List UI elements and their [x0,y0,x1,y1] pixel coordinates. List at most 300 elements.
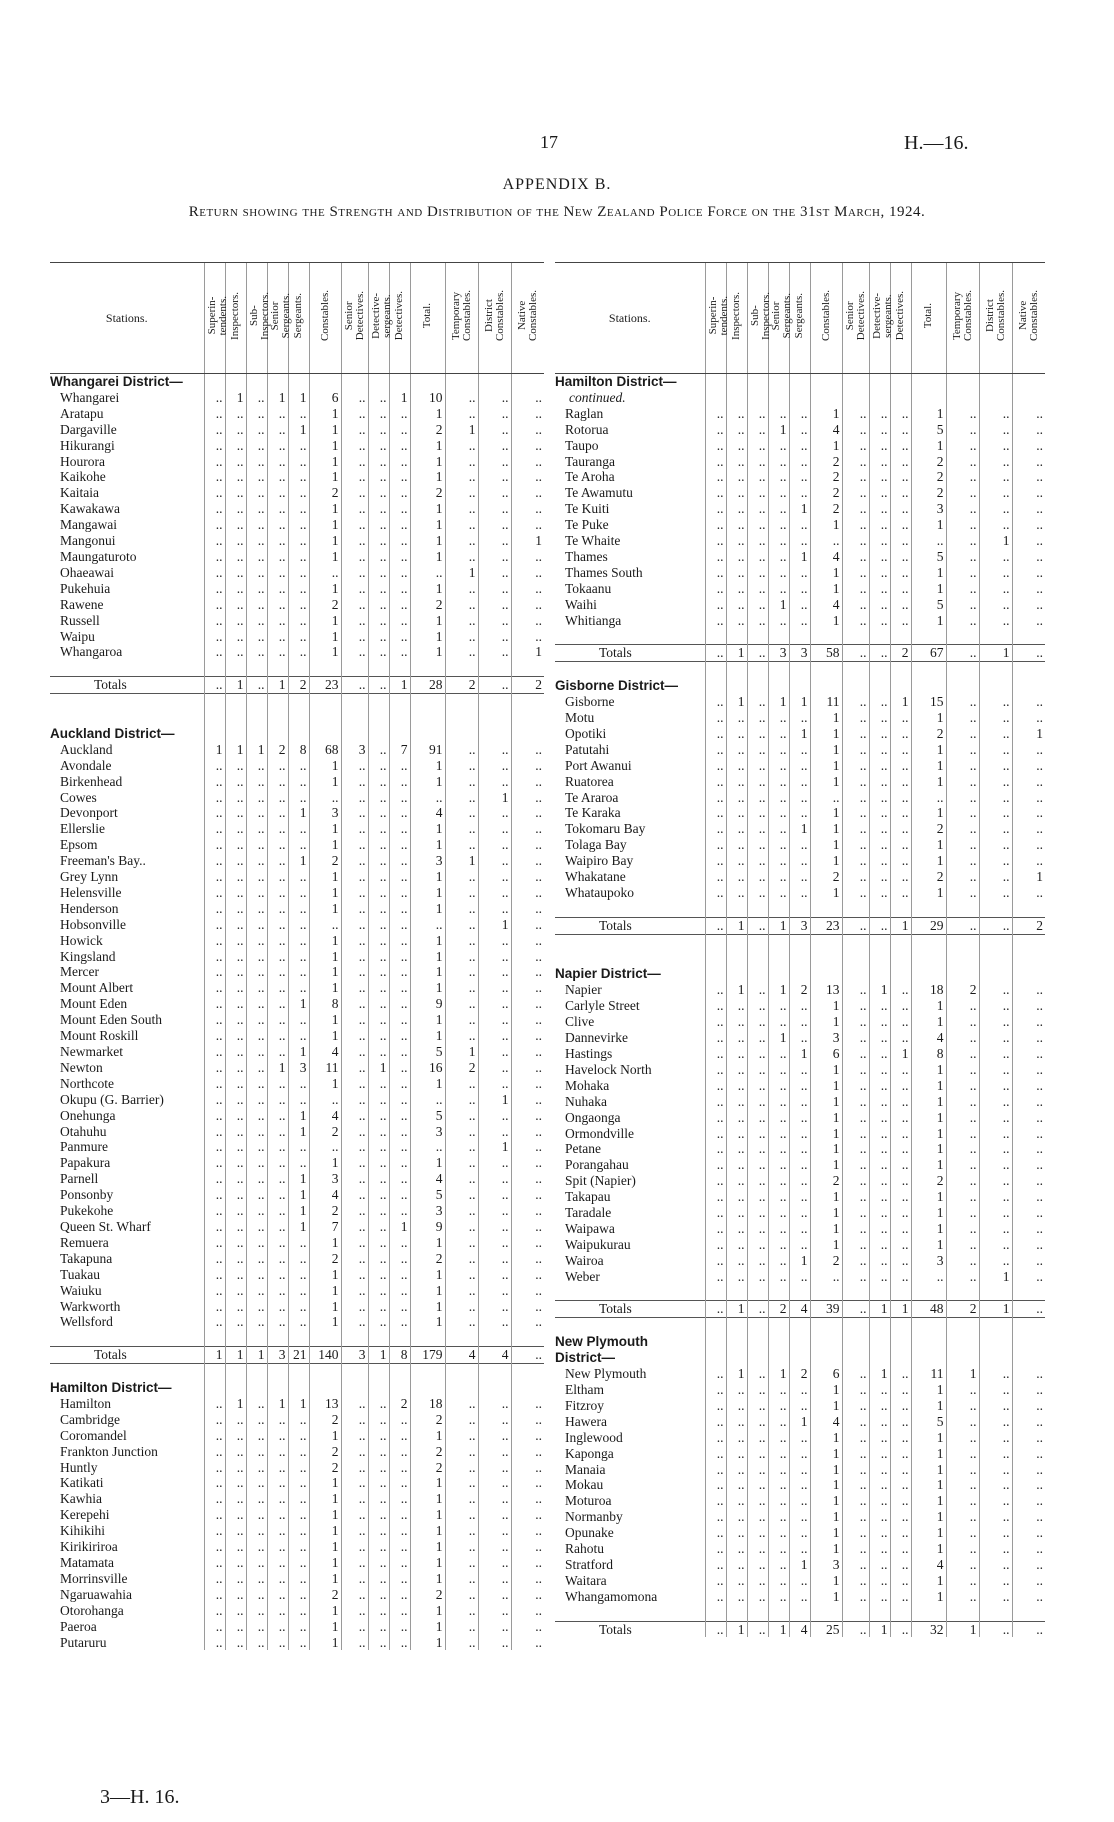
count-cell: .. [1012,1557,1045,1573]
count-cell: .. [445,996,478,1012]
count-cell: .. [768,581,789,597]
stations-column-header: Stations. [50,263,204,374]
count-cell: .. [979,1046,1012,1062]
station-row [50,1555,544,1571]
count-cell: .. [869,1062,890,1078]
count-cell: 1 [911,406,946,422]
count-cell: .. [511,758,544,774]
count-cell: .. [842,1509,869,1525]
count-cell: .. [842,1094,869,1110]
spacer-cell [890,934,911,950]
count-cell: 4 [410,805,445,821]
count-cell: .. [726,1014,747,1030]
station-row [555,853,1045,869]
count-cell: .. [768,821,789,837]
count-cell: .. [478,644,511,660]
count-cell: .. [842,1446,869,1462]
count-cell: .. [789,1078,810,1094]
count-cell: 1 [309,1283,341,1299]
count-cell: .. [225,613,246,629]
station-name: Putaruru [60,1634,107,1650]
spacer-cell [979,901,1012,917]
count-cell: .. [204,964,225,980]
count-cell: .. [511,1155,544,1171]
count-cell: .. [705,726,726,742]
count-cell: .. [869,1382,890,1398]
count-cell: .. [225,581,246,597]
count-cell: 1 [478,1092,511,1108]
count-cell: .. [341,1219,368,1235]
count-cell: 5 [911,422,946,438]
count-cell: .. [225,1044,246,1060]
spacer-cell [511,710,544,726]
station-row [50,933,544,949]
count-cell: .. [445,1092,478,1108]
count-cell [511,374,544,390]
station-row [50,1139,544,1155]
count-cell: 2 [267,742,288,758]
count-cell: .. [747,1030,768,1046]
count-cell: .. [726,1094,747,1110]
count-cell: .. [979,469,1012,485]
count-cell: .. [768,1173,789,1189]
station-name: Hourora [60,453,105,469]
count-cell: .. [267,549,288,565]
count-cell: .. [726,1462,747,1478]
count-cell: .. [842,1301,869,1318]
count-cell: .. [869,805,890,821]
spacer-cell [341,1330,368,1346]
count-cell: .. [478,1507,511,1523]
station-row [50,644,544,660]
station-name: Ongaonga [565,1109,621,1125]
column-header-label: Temporary Constables. [950,290,974,342]
count-cell: .. [204,1044,225,1060]
count-cell: .. [511,742,544,758]
spacer-cell [204,1364,225,1380]
count-cell: .. [511,629,544,645]
station-row [50,1267,544,1283]
count-cell: .. [511,790,544,806]
count-cell: .. [705,597,726,613]
station-row [50,1299,544,1315]
count-cell: .. [747,645,768,662]
count-cell: .. [869,485,890,501]
count-cell: .. [869,758,890,774]
count-cell: .. [225,805,246,821]
count-cell [726,374,747,390]
count-cell: .. [890,1141,911,1157]
station-name: Stratford [565,1556,613,1572]
spacer-cell [705,662,726,678]
count-cell: .. [246,485,267,501]
count-cell: 1 [410,1155,445,1171]
count-cell: .. [511,1491,544,1507]
count-cell: .. [288,1491,309,1507]
spacer-cell [1012,901,1045,917]
spacer-cell [705,934,726,950]
count-cell: .. [768,454,789,470]
count-cell: .. [726,485,747,501]
count-cell: 1 [911,837,946,853]
count-cell: 1 [410,1235,445,1251]
station-row [50,1092,544,1108]
count-cell: .. [842,869,869,885]
count-cell: .. [341,629,368,645]
station-name: Otahuhu [60,1123,107,1139]
count-cell: 9 [410,1219,445,1235]
count-cell: .. [768,1237,789,1253]
count-cell: 1 [225,390,246,406]
count-cell: .. [810,1269,842,1285]
count-cell: .. [341,869,368,885]
count-cell: .. [789,1525,810,1541]
count-cell: .. [225,485,246,501]
count-cell: .. [246,1267,267,1283]
count-cell: .. [389,980,410,996]
count-cell: .. [789,1157,810,1173]
count-cell: .. [204,1012,225,1028]
count-cell: .. [246,949,267,965]
station-name: Mohaka [565,1077,610,1093]
count-cell: 1 [890,1301,911,1318]
count-cell: .. [445,533,478,549]
count-cell: .. [267,1076,288,1092]
count-cell: .. [979,742,1012,758]
count-cell: 1 [309,501,341,517]
count-cell: .. [389,1251,410,1267]
count-cell: 1 [309,869,341,885]
spacer-cell [768,1285,789,1301]
count-cell: .. [842,710,869,726]
count-cell: .. [389,1539,410,1555]
count-cell: 1 [410,933,445,949]
count-cell: .. [979,1062,1012,1078]
count-cell: .. [288,1555,309,1571]
spacer-cell [50,710,204,726]
count-cell: .. [445,1635,478,1651]
count-cell: .. [726,1557,747,1573]
count-cell: .. [979,1477,1012,1493]
count-cell: 1 [309,885,341,901]
count-cell: .. [341,1267,368,1283]
station-name: Kerepehi [60,1507,110,1523]
count-cell [842,374,869,390]
count-cell: .. [890,517,911,533]
count-cell: .. [246,1603,267,1619]
count-cell: .. [267,1139,288,1155]
count-cell: .. [511,1235,544,1251]
count-cell: .. [511,1203,544,1219]
spacer-cell [555,629,705,645]
count-cell: 1 [810,1462,842,1478]
spacer-cell [1012,629,1045,645]
count-cell [890,1350,911,1366]
station-name: Birkenhead [60,773,123,789]
column-header [705,263,730,374]
station-row [555,742,1045,758]
count-cell: .. [288,1444,309,1460]
count-cell [747,1334,768,1350]
district-name: Gisborne District— [555,678,679,694]
column-header [946,263,979,374]
count-cell: .. [445,549,478,565]
count-cell: .. [368,1108,389,1124]
count-cell: .. [478,1619,511,1635]
spacer-cell [747,662,768,678]
count-cell: .. [478,853,511,869]
count-cell: 4 [810,422,842,438]
count-cell: .. [890,1157,911,1173]
station-row [50,1507,544,1523]
station-row [50,1028,544,1044]
count-cell: .. [445,1603,478,1619]
count-cell: .. [267,1523,288,1539]
count-cell: .. [511,422,544,438]
spacer-cell [478,710,511,726]
district-name: District— [555,1350,616,1366]
count-cell: .. [389,1635,410,1651]
count-cell: .. [389,1412,410,1428]
count-cell: .. [979,1078,1012,1094]
spacer-cell [368,710,389,726]
count-cell: .. [842,1141,869,1157]
count-cell: .. [478,996,511,1012]
count-cell: .. [267,917,288,933]
count-cell: .. [511,390,544,406]
count-cell: .. [341,1283,368,1299]
station-row [50,629,544,645]
count-cell: .. [341,1396,368,1412]
count-cell: .. [747,821,768,837]
spacer-cell [979,662,1012,678]
count-cell: 2 [810,501,842,517]
count-cell: .. [946,774,979,790]
count-cell: .. [869,454,890,470]
spacer-cell [842,1285,869,1301]
count-cell: 1 [911,710,946,726]
count-cell: .. [726,1062,747,1078]
count-cell: .. [890,1493,911,1509]
station-name: Grey Lynn [60,869,119,885]
count-cell: .. [869,1509,890,1525]
count-cell: 1 [309,1507,341,1523]
count-cell: .. [246,933,267,949]
count-cell: .. [842,1030,869,1046]
count-cell: .. [768,885,789,901]
count-cell: .. [389,853,410,869]
count-cell: .. [267,1235,288,1251]
count-cell: .. [890,597,911,613]
count-cell: .. [890,1430,911,1446]
count-cell: 1 [309,1076,341,1092]
count-cell: 1 [911,998,946,1014]
station-name: Auckland [60,741,113,757]
count-cell: 1 [288,1124,309,1140]
count-cell: .. [869,597,890,613]
count-cell: .. [445,805,478,821]
count-cell: .. [1012,1446,1045,1462]
spacer-cell [768,901,789,917]
count-cell: .. [288,901,309,917]
count-cell: .. [368,1460,389,1476]
count-cell: .. [341,853,368,869]
count-cell: 1 [911,1446,946,1462]
count-cell: .. [869,1446,890,1462]
count-cell: .. [389,774,410,790]
count-cell: .. [726,501,747,517]
count-cell: .. [511,1412,544,1428]
count-cell: .. [389,644,410,660]
count-cell: .. [445,821,478,837]
count-cell: .. [979,1030,1012,1046]
station-row [50,565,544,581]
station-row [555,1110,1045,1126]
spacer-cell [747,1605,768,1621]
spacer-cell [890,1285,911,1301]
count-cell: .. [246,581,267,597]
station-row [555,1189,1045,1205]
count-cell: .. [768,501,789,517]
count-cell: .. [478,533,511,549]
count-cell: .. [267,1171,288,1187]
count-cell: .. [946,1078,979,1094]
count-cell: .. [842,549,869,565]
station-name: Thames South [565,564,643,580]
count-cell: .. [705,422,726,438]
column-header [478,263,511,374]
count-cell [979,1350,1012,1366]
count-cell: .. [869,1477,890,1493]
count-cell: .. [225,758,246,774]
column-header-label: Sub- Inspectors. [247,292,271,340]
count-cell: .. [410,1092,445,1108]
count-cell: .. [267,1635,288,1651]
count-cell: .. [1012,1157,1045,1173]
station-row [50,1171,544,1187]
count-cell: .. [946,1062,979,1078]
spacer-cell [309,1364,341,1380]
count-cell: .. [204,1108,225,1124]
count-cell: .. [911,790,946,806]
spacer-cell [726,951,747,967]
count-cell: .. [225,917,246,933]
count-cell: 1 [869,1366,890,1382]
count-cell: 3 [410,1124,445,1140]
count-cell: .. [288,1012,309,1028]
count-cell: .. [726,1525,747,1541]
count-cell: 1 [911,1382,946,1398]
count-cell: 2 [911,485,946,501]
station-row [555,1062,1045,1078]
station-name: Hawera [565,1413,607,1429]
count-cell: .. [768,1462,789,1478]
station-name: New Plymouth [565,1366,647,1382]
count-cell: .. [747,1237,768,1253]
count-cell [789,678,810,694]
count-cell: 15 [911,694,946,710]
count-cell: 2 [309,1587,341,1603]
count-cell: .. [726,438,747,454]
count-cell: .. [288,1155,309,1171]
count-cell: .. [842,1253,869,1269]
count-cell: 23 [810,917,842,934]
count-cell: .. [225,533,246,549]
count-cell: .. [204,438,225,454]
count-cell: 1 [789,1557,810,1573]
count-cell: .. [368,1555,389,1571]
spacer-cell [1012,934,1045,950]
count-cell: .. [890,422,911,438]
spacer-cell [225,1364,246,1380]
count-cell: .. [726,885,747,901]
column-header-label: Temporary Constables. [449,290,473,342]
count-cell: .. [511,1523,544,1539]
count-cell: .. [747,1493,768,1509]
count-cell: 1 [911,1430,946,1446]
count-cell: .. [288,1235,309,1251]
count-cell: 58 [810,645,842,662]
spacer-cell [1012,1318,1045,1334]
count-cell: 1 [309,1635,341,1651]
station-row [555,1573,1045,1589]
spacer-cell [747,951,768,967]
count-cell: .. [267,1251,288,1267]
district-heading-row [555,966,1045,982]
count-cell: .. [341,1507,368,1523]
count-cell: .. [204,1635,225,1651]
count-cell: .. [445,1396,478,1412]
count-cell: .. [478,422,511,438]
spacer-cell [555,1285,705,1301]
count-cell: .. [946,1030,979,1046]
station-name: Henderson [60,900,119,916]
count-cell: .. [869,1014,890,1030]
count-cell: .. [478,1076,511,1092]
count-cell [1012,966,1045,982]
count-cell: .. [445,1555,478,1571]
count-cell: .. [445,1171,478,1187]
count-cell: 1 [911,1126,946,1142]
count-cell: .. [705,1205,726,1221]
count-cell: .. [246,885,267,901]
count-cell: .. [267,629,288,645]
count-cell: .. [478,1460,511,1476]
count-cell [705,966,726,982]
count-cell: .. [246,758,267,774]
count-cell: .. [789,998,810,1014]
count-cell [309,1380,341,1396]
count-cell: .. [246,1396,267,1412]
count-cell: .. [225,1139,246,1155]
count-cell: 1 [410,980,445,996]
count-cell: .. [842,694,869,710]
count-cell: .. [478,390,511,406]
spacer-row [50,1364,544,1380]
count-cell: .. [946,853,979,869]
count-cell [842,1350,869,1366]
count-cell [979,1334,1012,1350]
count-cell: .. [511,1251,544,1267]
count-cell [911,390,946,406]
count-cell: .. [225,454,246,470]
count-cell: .. [246,1076,267,1092]
count-cell: .. [842,726,869,742]
count-cell: 1 [768,597,789,613]
count-cell: .. [389,1491,410,1507]
count-cell: 4 [789,1301,810,1318]
count-cell: .. [341,644,368,660]
